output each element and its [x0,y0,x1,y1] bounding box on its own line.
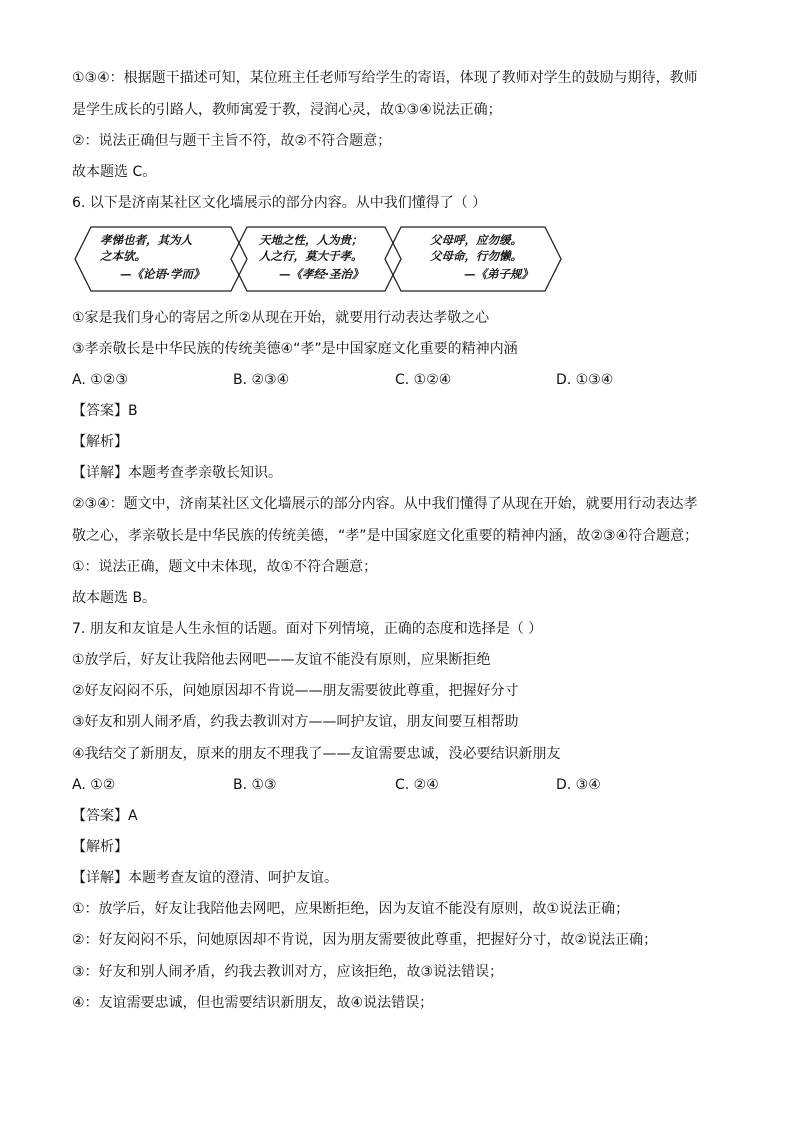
q7-situation-3: ③好友和别人闹矛盾，约我去教训对方——呵护友谊，朋友间要互相帮助 [72,714,519,730]
quote-2-line2: 人之行，莫大于孝。 [259,249,363,263]
q7-analysis-label: 【解析】 [72,839,128,855]
quote-3-source: —《弟子规》 [464,267,533,281]
q7-answer: 【答案】A [72,808,138,824]
q6-statement-1: ①家是我们身心的寄居之所②从现在开始，就要用行动表达孝敬之心 [72,310,490,326]
q6-explanation-3: ①：说法正确，题文中未体现，故①不符合题意； [72,559,378,575]
q6-options [72,370,732,390]
q7-explanation-1: ①：放学后，好友让我陪他去网吧，应果断拒绝，因为友谊不能没有原则，故①说法正确； [72,901,630,917]
q6-conclusion: 故本题选 B。 [72,590,157,606]
q6-option-b: B. ②③④ [233,372,290,388]
q6-stem: 6. 以下是济南某社区文化墙展示的部分内容。从中我们懂得了（ ） [72,195,487,211]
quote-3-line2: 父母命，行勿懒。 [430,249,522,263]
q7-option-c: C. ②④ [395,777,439,793]
q6-option-c: C. ①②④ [395,372,452,388]
quote-1-line2: 之本欤。 [100,249,146,263]
culture-wall-quotes [74,226,562,292]
q7-situation-4: ④我结交了新朋友，原来的朋友不理我了——友谊需要忠诚，没必要结识新朋友 [72,746,561,762]
q7-explanation-4: ④：友谊需要忠诚，但也需要结识新朋友，故④说法错误； [72,995,434,1011]
q6-explanation-2: 敬之心，孝亲敬长是中华民族的传统美德，“孝”是中国家庭文化重要的精神内涵，故②③④符合题意； [72,528,699,544]
quote-1-source: —《论语·学而》 [120,267,205,281]
prev-analysis-line1: ①③④：根据题干描述可知，某位班主任老师写给学生的寄语，体现了教师对学生的鼓励与期待，教师 [72,70,698,86]
q6-statement-2: ③孝亲敬长是中华民族的传统美德④“孝”是中国家庭文化重要的精神内涵 [72,341,518,357]
q7-stem: 7. 朋友和友谊是人生永恒的话题。面对下列情境，正确的态度和选择是（ ） [72,621,543,637]
quote-2-line1: 天地之性，人为贵； [259,233,363,247]
quote-2-source: —《孝经·圣治》 [279,267,364,281]
quote-1-line1: 孝悌也者，其为人 [100,233,192,247]
q6-detail: 【详解】本题考查孝亲敬长知识。 [72,465,282,481]
quote-3-line1: 父母呼，应勿缓。 [430,233,522,247]
q6-answer: 【答案】B [72,403,138,419]
q7-option-a: A. ①② [72,777,116,793]
prev-analysis-line3: ②：说法正确但与题干主旨不符，故②不符合题意； [72,133,392,149]
prev-analysis-line2: 是学生成长的引路人，教师寓爱于教，浸润心灵，故①③④说法正确； [72,102,502,118]
q7-detail: 【详解】本题考查友谊的澄清、呵护友谊。 [72,870,338,886]
q7-situation-2: ②好友闷闷不乐，问她原因却不肯说——朋友需要彼此尊重，把握好分寸 [72,683,519,699]
q7-explanation-2: ②：好友闷闷不乐，问她原因却不肯说，因为朋友需要彼此尊重，把握好分寸，故②说法正确； [72,932,658,948]
q6-analysis-label: 【解析】 [72,434,128,450]
q7-option-b: B. ①③ [233,777,277,793]
q7-option-d: D. ③④ [556,777,601,793]
q6-option-d: D. ①③④ [556,372,614,388]
q7-explanation-3: ③：好友和别人闹矛盾，约我去教训对方，应该拒绝，故③说法错误； [72,964,504,980]
q7-options [72,775,732,795]
q6-option-a: A. ①②③ [72,372,128,388]
q7-situation-1: ①放学后，好友让我陪他去网吧——友谊不能没有原则，应果断拒绝 [72,652,491,668]
q6-explanation-1: ②③④：题文中，济南某社区文化墙展示的部分内容。从中我们懂得了从现在开始，就要用行动表达孝 [72,496,698,512]
prev-conclusion: 故本题选 C。 [72,164,157,180]
